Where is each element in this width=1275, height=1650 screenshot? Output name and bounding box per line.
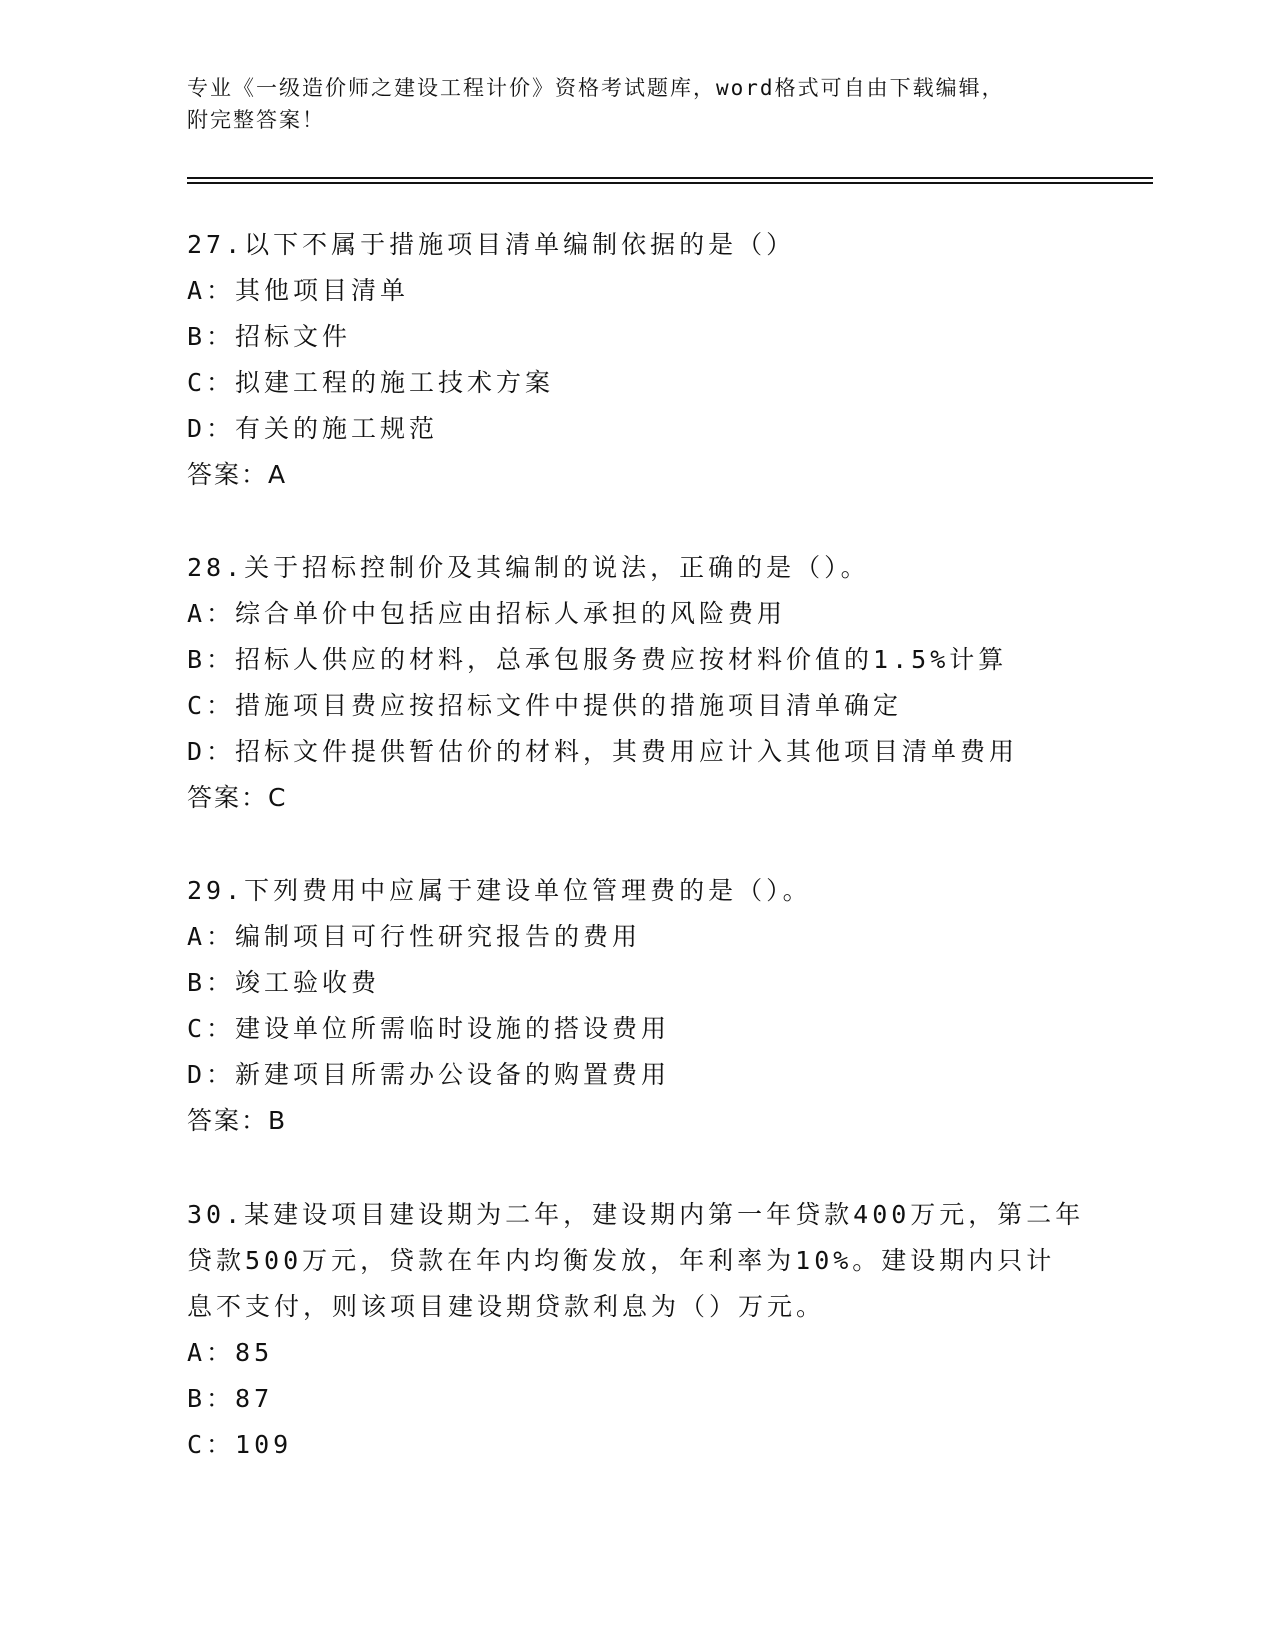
- question-stem-line-3: 息不支付，则该项目建设期贷款利息为（）万元。: [187, 1292, 826, 1321]
- question-27: [187, 222, 1087, 498]
- question-stem: 29.下列费用中应属于建设单位管理费的是（）。: [187, 876, 812, 905]
- option-d: D：有关的施工规范: [187, 414, 439, 443]
- option-a: A：编制项目可行性研究报告的费用: [187, 922, 642, 951]
- header-line-2: 附完整答案！: [187, 108, 325, 132]
- option-c: C：拟建工程的施工技术方案: [187, 368, 555, 397]
- document-header: [187, 72, 1087, 136]
- answer: 答案：C: [187, 783, 288, 812]
- option-b: B：竣工验收费: [187, 968, 381, 997]
- question-stem: 27.以下不属于措施项目清单编制依据的是（）: [187, 230, 796, 259]
- question-28: [187, 545, 1087, 821]
- question-stem-line-2: 贷款500万元，贷款在年内均衡发放，年利率为10%。建设期内只计: [187, 1246, 1056, 1275]
- question-stem-line-1: 30.某建设项目建设期为二年，建设期内第一年贷款400万元，第二年: [187, 1200, 1085, 1229]
- option-c: C：建设单位所需临时设施的搭设费用: [187, 1014, 671, 1043]
- question-30: [187, 1192, 1087, 1468]
- question-29: [187, 868, 1087, 1144]
- option-c: C：109: [187, 1430, 293, 1459]
- header-line-1: 专业《一级造价师之建设工程计价》资格考试题库，word格式可自由下载编辑，: [187, 76, 1005, 100]
- option-b: B：87: [187, 1384, 274, 1413]
- header-rule-bottom: [187, 182, 1153, 184]
- header-rule-top: [187, 177, 1153, 179]
- option-d: D：新建项目所需办公设备的购置费用: [187, 1060, 671, 1089]
- option-c: C：措施项目费应按招标文件中提供的措施项目清单确定: [187, 691, 903, 720]
- option-a: A：85: [187, 1338, 274, 1367]
- answer: 答案：B: [187, 1106, 288, 1135]
- option-a: A：综合单价中包括应由招标人承担的风险费用: [187, 599, 787, 628]
- question-stem: 28.关于招标控制价及其编制的说法，正确的是（）。: [187, 553, 870, 582]
- option-b: B：招标文件: [187, 322, 352, 351]
- answer: 答案：A: [187, 460, 288, 489]
- option-b: B：招标人供应的材料，总承包服务费应按材料价值的1.5%计算: [187, 645, 1008, 674]
- option-d: D：招标文件提供暂估价的材料，其费用应计入其他项目清单费用: [187, 737, 1019, 766]
- option-a: A：其他项目清单: [187, 276, 410, 305]
